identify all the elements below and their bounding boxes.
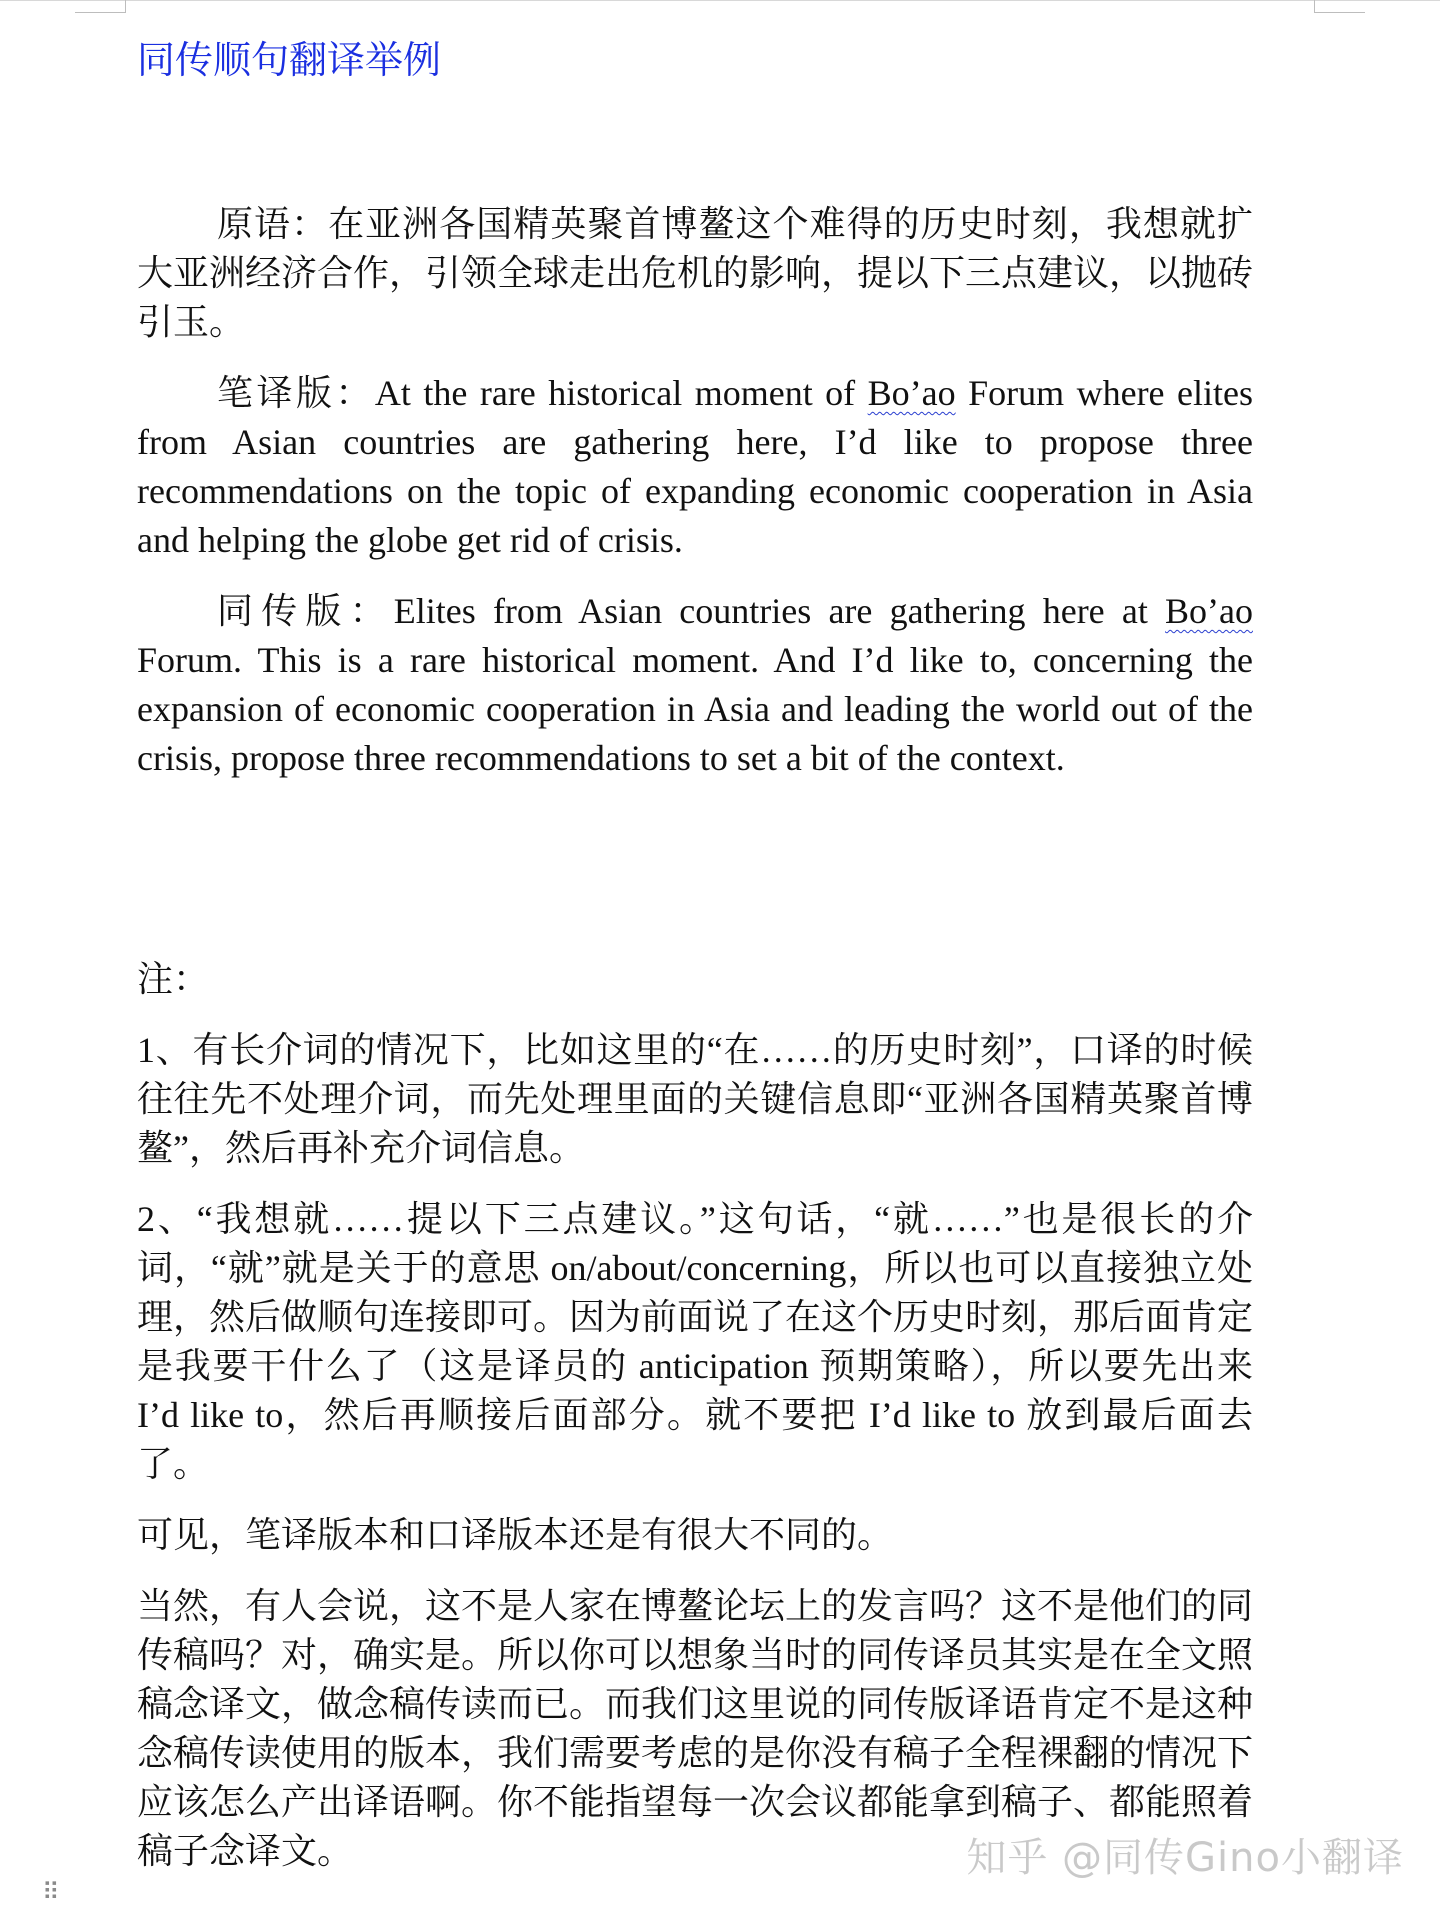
spellcheck-marked-word[interactable]: Bo’ao	[867, 373, 956, 413]
watermark: 知乎 @同传Gino小翻译	[966, 1835, 1404, 1881]
written-label: 笔译版：	[217, 373, 375, 413]
source-text: 在亚洲各国精英聚首博鳌这个难得的历史时刻，我想就扩大亚洲经济合作，引领全球走出危机的影响，提以下三点建议，以抛砖引玉。	[137, 204, 1254, 342]
simultaneous-text-before: Elites from Asian countries are gathering here at	[393, 591, 1166, 631]
simultaneous-translation-paragraph	[137, 587, 1253, 783]
drag-handle-icon[interactable]: ⠿	[42, 1878, 60, 1906]
note-item-2: 2、“我想就……提以下三点建议。”这句话，“就……”也是很长的介词，“就”就是关于的意思 on/about/concerning，所以也可以直接独立处理，然后做顺句连接即可。因为前面说了在这个历史时刻，那后面肯定是我要干什么了（这是译员的 anticipation 预期策略），所以要先出来 I’d like to，然后再顺接后面部分。就不要把 I’d like to 放到最后面去了。	[137, 1199, 1254, 1484]
source-label: 原语：	[217, 204, 329, 244]
document-body	[137, 30, 1253, 1876]
source-paragraph	[137, 200, 1253, 347]
note-item-1: 1、有长介词的情况下，比如这里的“在……的历史时刻”，口译的时候往往先不处理介词，而先处理里面的关键信息即“亚洲各国精英聚首博鳌”，然后再补充介词信息。	[137, 1030, 1253, 1168]
written-text-before: At the rare historical moment of	[374, 373, 868, 413]
closing-paragraph: 当然，有人会说，这不是人家在博鳌论坛上的发言吗？这不是他们的同传稿吗？对，确实是。所以你可以想象当时的同传译员其实是在全文照稿念译文，做念稿传读而已。而我们这里说的同传版译语肯定不是这种念稿传读使用的版本，我们需要考虑的是你没有稿子全程裸翻的情况下应该怎么产出译语啊。你不能指望每一次会议都能拿到稿子、都能照着稿子念译文。	[137, 1586, 1254, 1871]
notes-heading: 注：	[137, 959, 210, 999]
conclusion-paragraph: 可见，笔译版本和口译版本还是有很大不同的。	[137, 1515, 894, 1555]
written-text-after: Forum where elites from Asian countries are gathering here, I’d like to propose three recommendations on the topic of expanding economic cooperation in Asia and helping the globe get rid of crisis.	[137, 373, 1253, 560]
document-title: 同传顺句翻译举例	[137, 40, 442, 82]
simultaneous-text-after: Forum. This is a rare historical moment. And I’d like to, concerning the expansion of economic cooperation in Asia and leading the world out of the crisis, propose three recommendations to set a bit of the context.	[137, 640, 1253, 778]
simultaneous-label: 同传版：	[217, 591, 394, 631]
spellcheck-marked-word[interactable]: Bo’ao	[1165, 591, 1253, 631]
page-corner-mark-left	[75, 0, 126, 13]
written-translation-paragraph	[137, 369, 1253, 565]
page-corner-mark-right	[1314, 0, 1365, 13]
page-top-edge	[0, 0, 1440, 1]
